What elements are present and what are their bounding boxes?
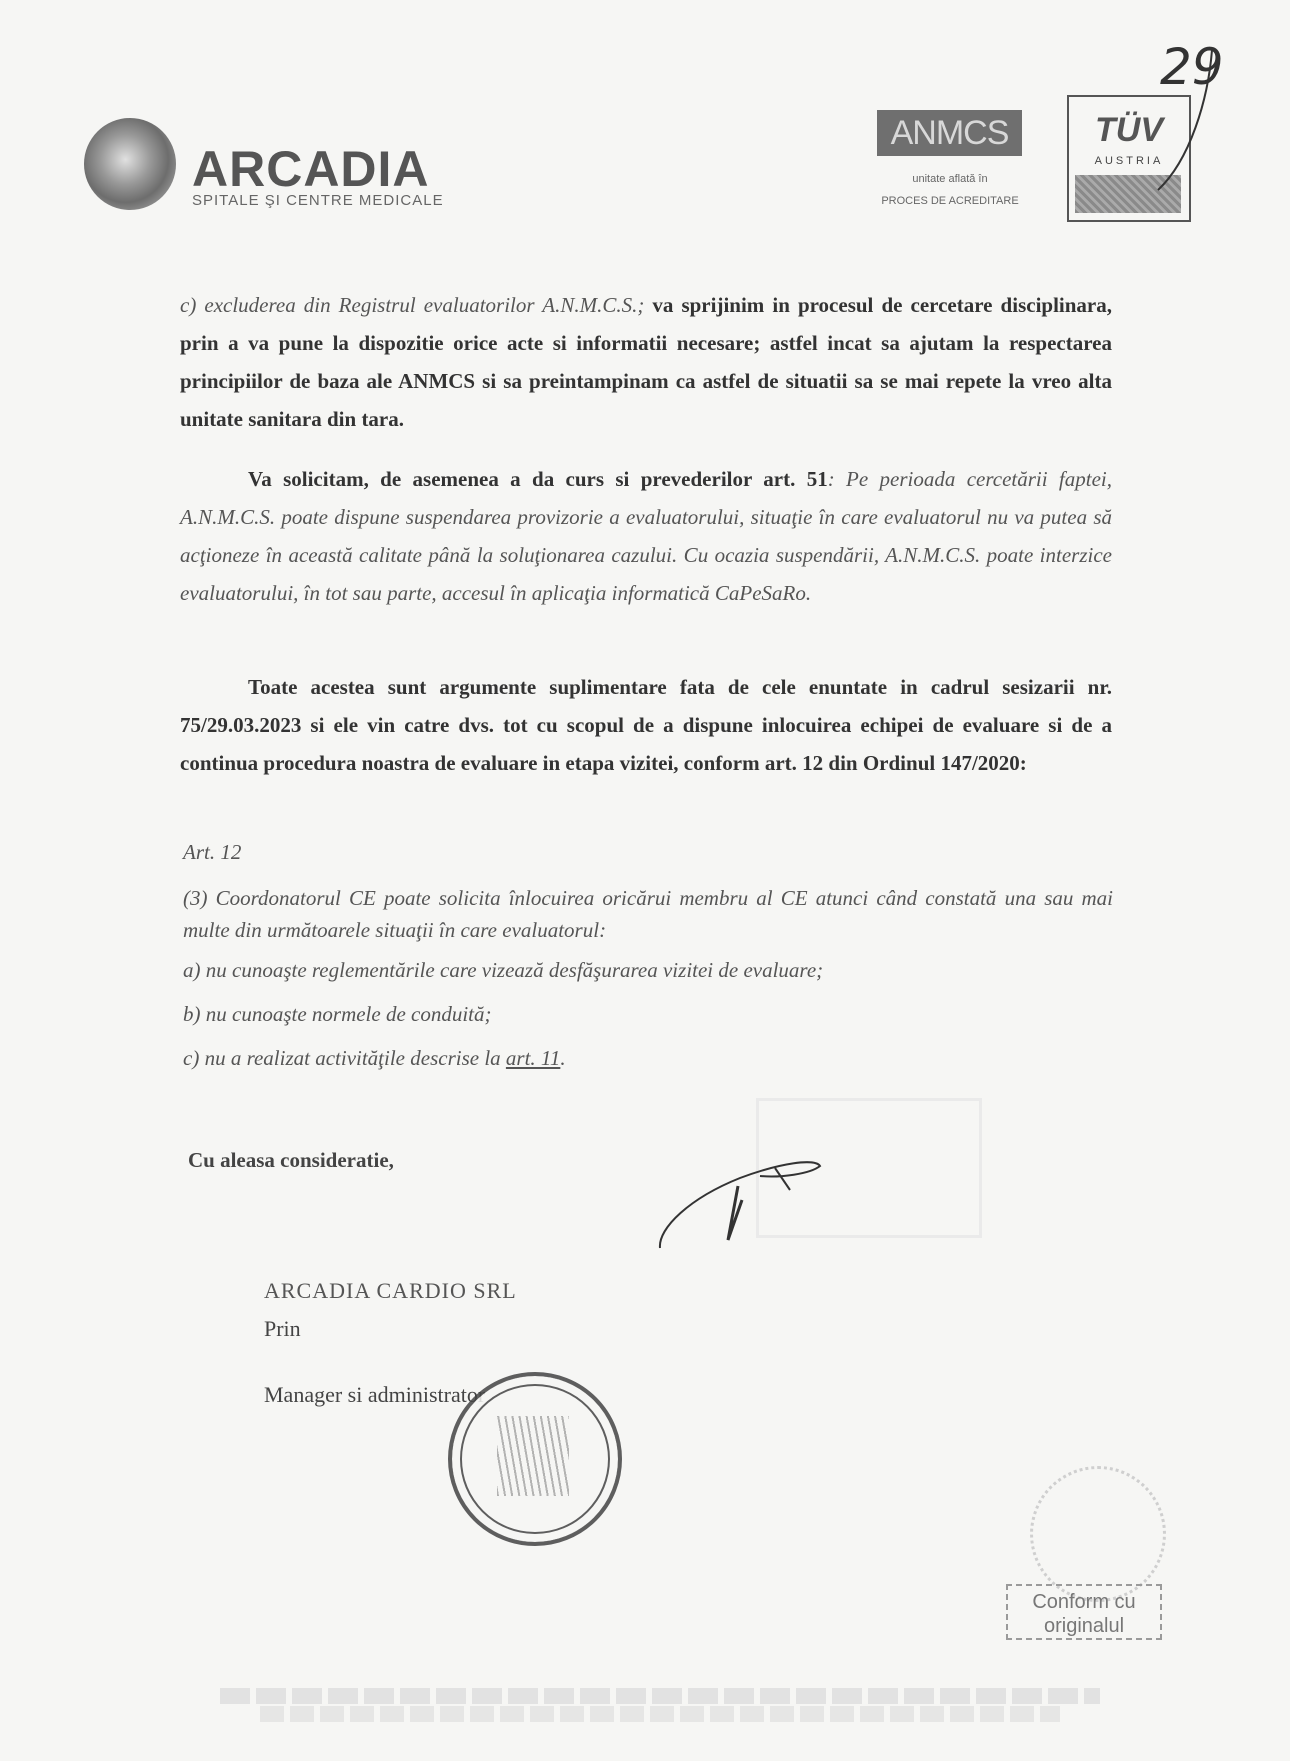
anmcs-caption-line-1: unitate aflată în bbox=[912, 173, 988, 185]
conform-original-stamp bbox=[1006, 1584, 1162, 1640]
page-number-stroke-icon bbox=[1150, 40, 1220, 200]
arcadia-logo-icon bbox=[84, 118, 176, 210]
footer-company-details bbox=[220, 1688, 1100, 1722]
footer-line-2 bbox=[260, 1706, 1060, 1722]
brand-subtitle: SPITALE ŞI CENTRE MEDICALE bbox=[192, 192, 444, 209]
article-title: Art. 12 bbox=[183, 840, 242, 864]
signature-icon bbox=[650, 1138, 830, 1258]
signatory-role: Manager si administrator bbox=[264, 1382, 486, 1407]
faint-round-stamp-icon bbox=[1030, 1466, 1166, 1602]
anmcs-caption-line-2: PROCES DE ACREDITARE bbox=[881, 195, 1019, 207]
signature-prin: Prin bbox=[264, 1316, 301, 1341]
anmcs-caption bbox=[860, 168, 1040, 212]
paragraph-exclusion-italic: c) excluderea din Registrul evaluatorilor A.N.M.C.S.; bbox=[180, 293, 645, 317]
article-item-c bbox=[183, 1046, 566, 1071]
closing-salutation: Cu aleasa consideratie, bbox=[188, 1148, 394, 1172]
article-item-c-text: c) nu a realizat activităţile descrise la bbox=[183, 1046, 506, 1070]
paragraph-exclusion-bold: va sprijinim in procesul de cercetare disciplinara, prin a va pune la dispozitie orice acte si informatii necesare; astfel incat sa ajutam la respectarea principiilor de baza ale ANMCS si sa preintampinam ca astfel de situatii sa se mai repete la vreo alta unitate sanitara din tara. bbox=[180, 293, 1112, 431]
conform-line-1: Conform cu bbox=[1032, 1591, 1136, 1613]
article-item-b: b) nu cunoaşte normele de conduită; bbox=[183, 1002, 492, 1026]
paragraph-arguments: Toate acestea sunt argumente suplimentare fata de cele enuntate in cadrul sesizarii nr. 75/29.03.2023 si ele vin catre dvs. tot cu scopul de a dispune inlocuirea echipei de evaluare si de a continua procedura noastra de evaluare in etapa vizitei, conform art. 12 din Ordinul 147/2020: bbox=[180, 675, 1112, 775]
article-item-a: a) nu cunoaşte reglementările care vizează desfăşurarea vizitei de evaluare; bbox=[183, 958, 824, 982]
paragraph-exclusion bbox=[180, 286, 1112, 438]
article-11-link[interactable]: art. 11 bbox=[505, 1046, 561, 1070]
tuv-name: TÜV bbox=[1095, 111, 1163, 149]
handwritten-page-number: 29 bbox=[1160, 38, 1224, 96]
article-item-c-end: . bbox=[560, 1046, 566, 1070]
brand-name: ARCADIA bbox=[192, 141, 430, 197]
footer-line-1 bbox=[220, 1688, 1100, 1704]
conform-line-2: originalul bbox=[1043, 1615, 1125, 1637]
paragraph-art-51 bbox=[180, 460, 1112, 612]
paragraph-art-51-bold: Va solicitam, de asemenea a da curs si prevederilor art. 51 bbox=[248, 467, 828, 491]
company-seal-icon bbox=[448, 1372, 622, 1546]
article-paragraph: (3) Coordonatorul CE poate solicita înlocuirea oricărui membru al CE atunci când constată una sau mai multe din următoarele situaţii în care evaluatorul: bbox=[183, 886, 1113, 942]
company-name: ARCADIA CARDIO SRL bbox=[264, 1278, 517, 1303]
tuv-country: AUSTRIA bbox=[1094, 155, 1164, 167]
anmcs-logo: ANMCS bbox=[877, 110, 1022, 156]
paragraph-art-51-italic: : Pe perioada cercetării faptei, A.N.M.C.S. poate dispune suspendarea provizorie a evaluatorului, situaţie în care evaluatorul nu va putea să acţioneze în această calitate până la soluţionarea cazului. Cu ocazia suspendării, A.N.M.C.S. poate interzice evaluatorului, în tot sau parte, accesul în aplicaţia informatică CaPeSaRo. bbox=[180, 467, 1112, 605]
